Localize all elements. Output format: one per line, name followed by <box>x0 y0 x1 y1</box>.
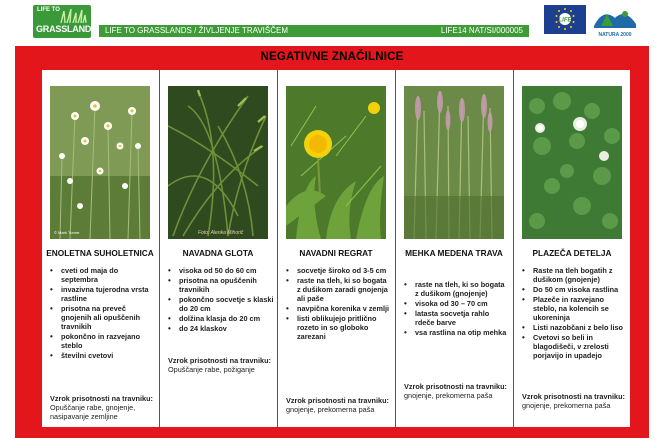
plant-name: NAVADNA GLOTA <box>182 248 254 258</box>
trait-item: • do 24 klaskov <box>168 324 274 333</box>
plant-column-suholetnica <box>42 70 159 427</box>
presence-cause <box>522 392 632 410</box>
natura-logo-text: NATURA 2000 <box>598 32 632 38</box>
logo-text-top: LIFE TO <box>37 7 60 13</box>
trait-list <box>168 266 274 334</box>
logo-text-bottom: GRASSLANDS <box>36 24 98 34</box>
project-code: LIFE14 NAT/SI/000005 <box>440 26 523 35</box>
cause-label: Vzrok prisotnosti na travniku: <box>522 392 625 401</box>
false-brome-photo <box>168 86 268 239</box>
trait-item: • pokončno in razvejano steblo <box>50 332 156 350</box>
content-frame <box>15 46 649 438</box>
trait-item: • Do 50 cm visoka rastlina <box>522 285 628 294</box>
photo-credit: Foto: Alenka Mihorič <box>198 230 244 236</box>
eu-logo-text: LIFE <box>558 17 572 24</box>
photo-credit: © Mark Turner <box>54 230 80 235</box>
cause-label: Vzrok prisotnosti na travniku: <box>168 356 271 365</box>
trait-item: • raste na tleh, ki so bogata z dušikom (gnojenje) <box>404 280 510 298</box>
trait-item: • navpična korenika v zemlji <box>286 304 392 313</box>
trait-item: • Raste na tleh bogatih z dušikom (gnojenje) <box>522 266 628 284</box>
trait-list <box>286 266 392 342</box>
trait-item: • raste na tleh, ki so bogata z dušikom zaradi gnojenja ali paše <box>286 276 392 303</box>
plant-column-medena-trava <box>395 70 513 427</box>
yorkshire-fog-photo <box>404 86 504 239</box>
project-title: LIFE TO GRASSLANDS / ŽIVLJENJE TRAVIŠČEM <box>105 26 289 35</box>
trait-item: • socvetje široko od 3-5 cm <box>286 266 392 275</box>
trait-item: • pokončno socvetje s klaski do 20 cm <box>168 295 274 313</box>
trait-item: • Listi nazobčani z belo liso <box>522 323 628 332</box>
trait-list <box>404 280 510 338</box>
cause-text: gnojenje, prekomerna paša <box>404 391 493 400</box>
trait-item: • listi oblikujejo pritlično rozeto in so globoko zarezani <box>286 314 392 341</box>
presence-cause <box>286 396 396 414</box>
plant-column-glota <box>159 70 277 427</box>
trait-item: • visoka od 30 – 70 cm <box>404 299 510 308</box>
plant-name: ENOLETNA SUHOLETNICA <box>46 248 154 258</box>
cause-text: gnojenje, prekomerna paša <box>522 401 611 410</box>
plant-name: PLAZEČA DETELJA <box>532 248 612 258</box>
trait-list <box>522 266 628 361</box>
cause-label: Vzrok prisotnosti na travniku: <box>404 382 507 391</box>
cause-text: Opuščanje rabe, požiganje <box>168 365 255 374</box>
cause-text: gnojenje, prekomerna paša <box>286 405 375 414</box>
trait-item: • vsa rastlina na otip mehka <box>404 328 510 337</box>
presence-cause <box>50 394 160 421</box>
trait-item: • dolžina klasja do 20 cm <box>168 314 274 323</box>
trait-item: • Plazeče in razvejano steblo, na kolencih se ukoreninja <box>522 295 628 322</box>
grass-icon <box>59 9 87 23</box>
white-clover-photo <box>522 86 622 239</box>
life-to-grasslands-logo <box>33 5 98 38</box>
cause-label: Vzrok prisotnosti na travniku: <box>50 394 153 403</box>
dandelion-photo <box>286 86 386 239</box>
plant-name: NAVADNI REGRAT <box>299 248 373 258</box>
trait-item: • visoka od 50 do 60 cm <box>168 266 274 275</box>
eu-life-logo <box>544 5 586 34</box>
section-title: NEGATIVNE ZNAČILNICE <box>260 51 404 63</box>
page-header <box>0 0 665 46</box>
presence-cause <box>404 382 514 400</box>
project-title-bar <box>99 25 529 37</box>
cause-text: Opuščanje rabe, gnojenje, nasipavanje zemljine <box>50 403 136 421</box>
trait-item: • cveti od maja do septembra <box>50 266 156 284</box>
trait-item: • prisotna na preveč gnojenih ali opuščenih travnikih <box>50 304 156 331</box>
plant-column-regrat <box>277 70 395 427</box>
natura-2000-logo <box>591 4 639 38</box>
plant-name: MEHKA MEDENA TRAVA <box>405 248 503 258</box>
plants-panel <box>42 70 630 427</box>
cause-label: Vzrok prisotnosti na travniku: <box>286 396 389 405</box>
trait-list <box>50 266 156 361</box>
trait-item: • prisotna na opuščenih travnikih <box>168 276 274 294</box>
plant-column-detelja <box>513 70 630 427</box>
trait-item: • invazivna tujerodna vrsta rastline <box>50 285 156 303</box>
trait-item: • Cvetovi so beli in blagodišeči, v zrelosti porjavijo in upadejo <box>522 333 628 360</box>
trait-item: • latasta socvetja rahlo rdeče barve <box>404 309 510 327</box>
trait-item: • številni cvetovi <box>50 351 156 360</box>
daisy-fleabane-photo <box>50 86 150 239</box>
presence-cause <box>168 356 278 374</box>
